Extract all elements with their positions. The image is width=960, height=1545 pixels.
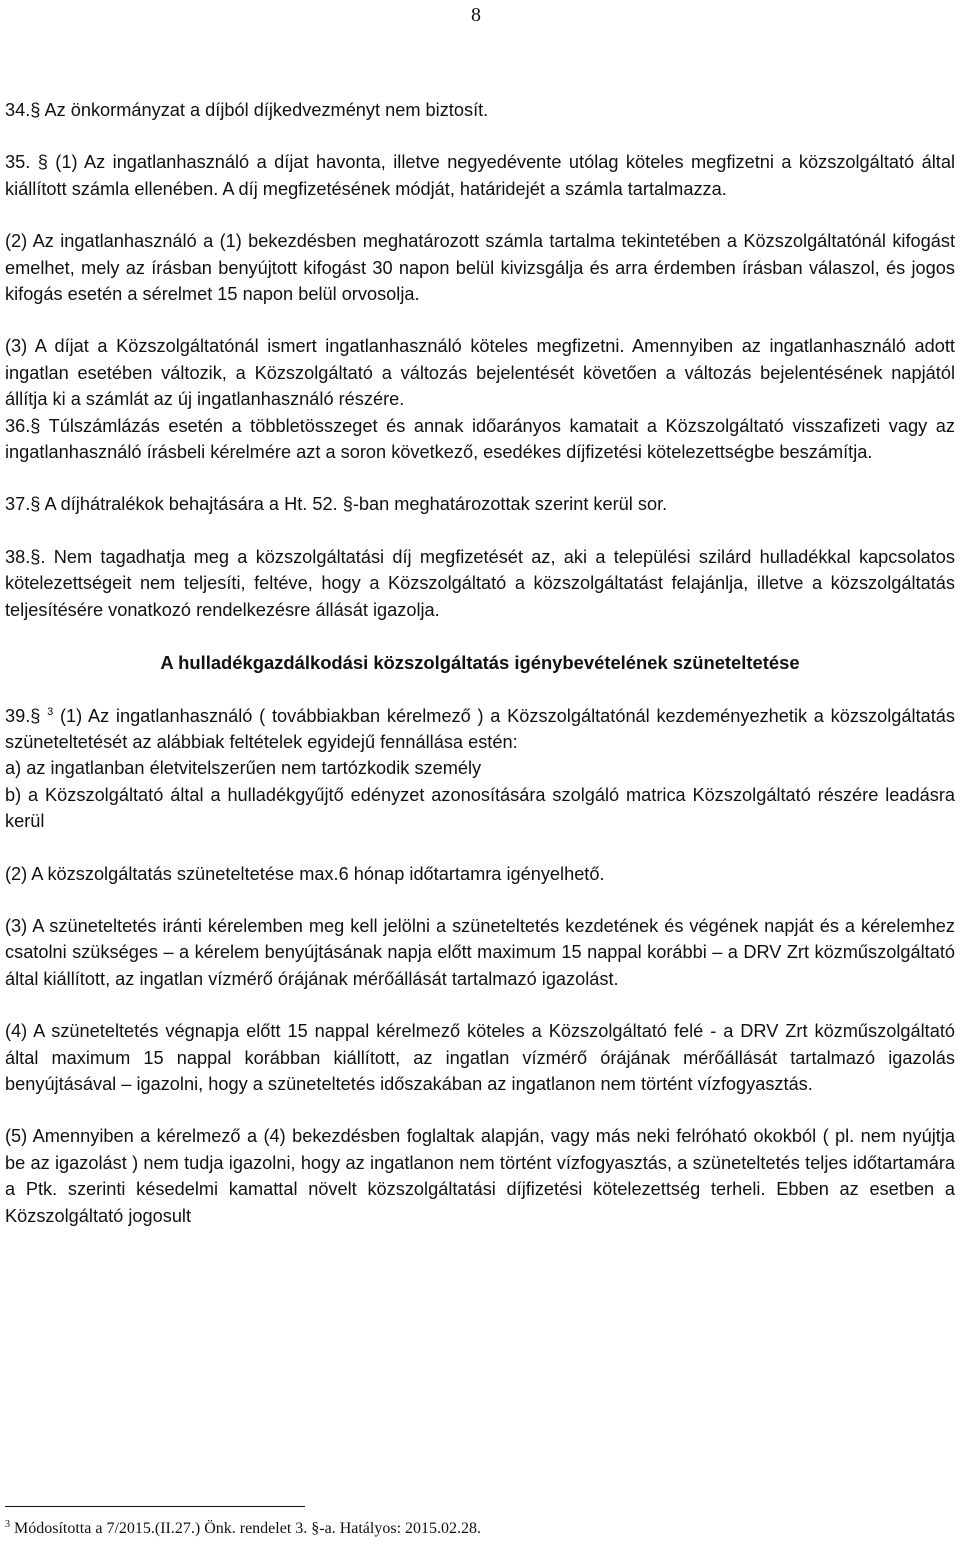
footnote-text: Módosította a 7/2015.(II.27.) Önk. rendelet 3. §-a. Hatályos: 2015.02.28.: [10, 1520, 482, 1537]
paragraph-36: 36.§ Túlszámlázás esetén a többletösszeget és annak időarányos kamatait a Közszolgáltató visszafizeti vagy az ingatlanhasználó írásbeli kérelmére azt a soron következő, esedékes díjfizetési kötelezettségbe beszámítja.: [5, 415, 955, 463]
paragraph-39-1: [5, 703, 955, 756]
section-heading: A hulladékgazdálkodási közszolgáltatás igénybevételének szüneteltetése: [160, 652, 800, 674]
paragraph-39-4: (4) A szüneteltetés végnapja előtt 15 nappal kérelmező köteles a Közszolgáltató felé - a DRV Zrt közműszolgáltató által maximum 15 nappal korábban kiállított, az ingatlan vízmérő órájának mérőállását tartalmazó igazolás benyújtásával – igazolni, hogy a szüneteltetés időszakában az ingatlanon nem történt vízfogyasztás.: [5, 1021, 955, 1094]
paragraph-39-3: (3) A szüneteltetés iránti kérelemben meg kell jelölni a szüneteltetés kezdetének és végének napját és a kérelemhez csatolni szükséges – a kérelem benyújtásának napja előtt maximum 15 nappal korábbi – a DRV Zrt közműszolgáltató által kiállított, az ingatlan vízmérő órájának mérőállását tartalmazó igazolást.: [5, 915, 955, 989]
paragraph-35-1: 35. § (1) Az ingatlanhasználó a díjat havonta, illetve negyedévente utólag köteles megfizetni a közszolgáltató által kiállított számla ellenében. A díj megfizetésének módját, határidejét a számla tartalmazza.: [5, 152, 955, 199]
condition-a: a) az ingatlanban életvitelszerűen nem tartózkodik személy: [5, 758, 482, 779]
footnote: [5, 1519, 481, 1539]
paragraph-39-5: (5) Amennyiben a kérelmező a (4) bekezdésben foglaltak alapján, vagy más neki felróható okokból ( pl. nem nyújtja be az igazolást ) nem tudja igazolni, hogy az ingatlanon nem történt vízfogyasztás, a szüneteltetés teljes időtartamára a Ptk. szerinti késedelmi kamattal növelt közszolgáltatási díjfizetési kötelezettség terheli. Ebben az esetben a Közszolgáltató jogosult: [5, 1126, 955, 1226]
page-number: 8: [471, 4, 481, 26]
paragraph-39-number: 39.§: [5, 705, 48, 726]
footnote-reference[interactable]: 3: [47, 705, 54, 718]
footnote-separator: [5, 1506, 305, 1507]
paragraph-35-3: (3) A díjat a Közszolgáltatónál ismert ingatlanhasználó köteles megfizetni. Amennyiben az ingatlanhasználó adott ingatlan esetében változik, a Közszolgáltató a változás bejelentését követően a változás bejelentésének napjától állítja ki a számlát az új ingatlanhasználó részére.: [5, 336, 955, 410]
paragraph-39-2: (2) A közszolgáltatás szüneteltetése max.6 hónap időtartamra igényelhető.: [5, 863, 605, 884]
paragraph-39-1-text: (1) Az ingatlanhasználó ( továbbiakban kérelmező ) a Közszolgáltatónál kezdeményezhetik a közszolgáltatás szüneteltetését az alábbiak feltételek egyidejű fennállása estén:: [5, 705, 956, 752]
paragraph-34: 34.§ Az önkormányzat a díjból díjkedvezményt nem biztosít.: [5, 100, 489, 120]
document-body: [5, 97, 955, 1229]
paragraph-38: 38.§. Nem tagadhatja meg a közszolgáltatási díj megfizetését az, aki a települési szilárd hulladékkal kapcsolatos kötelezettségeit nem teljesíti, feltéve, hogy a Közszolgáltató a közszolgáltatást felajánlja, illetve a közszolgáltatás teljesítésére vonatkozó rendelkezésre állását igazolja.: [5, 546, 955, 620]
footnote-marker: 3: [5, 1519, 10, 1530]
paragraph-35-2: (2) Az ingatlanhasználó a (1) bekezdésben meghatározott számla tartalma tekintetében a Közszolgáltatónál kifogást emelhet, mely az írásban benyújtott kifogást 30 napon belül kivizsgálja és arra érdemben írásban válaszol, és jogos kifogás esetén a sérelmet 15 napon belül orvosolja.: [5, 231, 955, 305]
condition-b: b) a Közszolgáltató által a hulladékgyűjtő edényzet azonosítására szolgáló matrica Közszolgáltató részére leadásra kerül: [5, 784, 955, 832]
paragraph-37: 37.§ A díjhátralékok behajtására a Ht. 52. §-ban meghatározottak szerint kerül sor.: [5, 494, 668, 515]
